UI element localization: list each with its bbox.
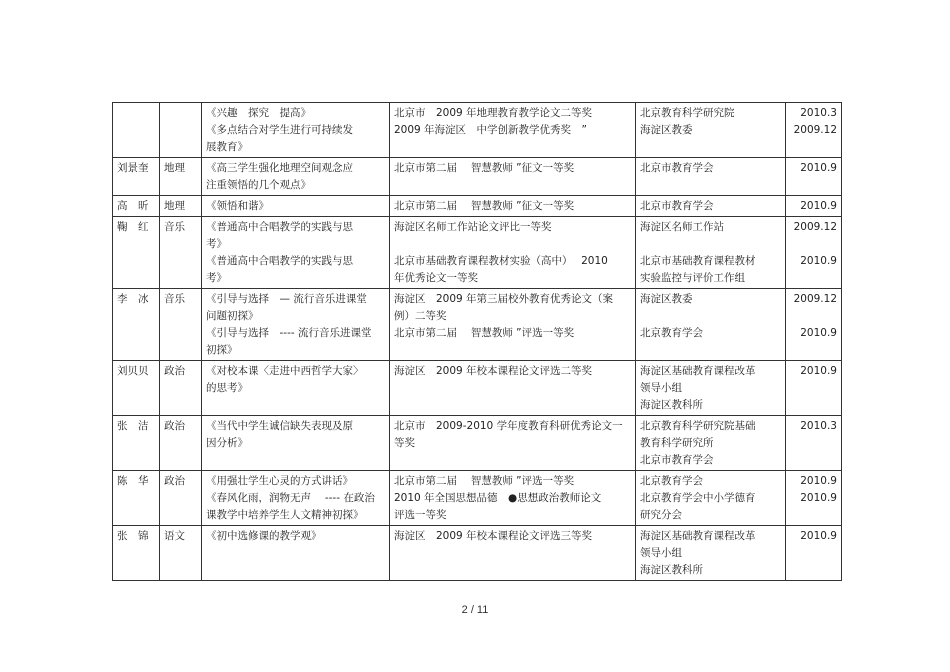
paper-title-line: 注重领悟的几个观点》: [206, 179, 311, 191]
award-date-line: [790, 308, 837, 325]
teacher-name-cell: [113, 361, 160, 416]
award-date-cell: [786, 158, 842, 196]
award-line: 北京市 2009 年地理教育教学论文二等奖: [394, 107, 593, 119]
subject-cell: [160, 196, 202, 217]
teacher-name: 张 锦: [117, 530, 149, 542]
award-date-cell: [786, 103, 842, 158]
page-number: 2 / 11: [461, 604, 489, 616]
teacher-name-cell: [113, 103, 160, 158]
teacher-name-cell: [113, 196, 160, 217]
awarding-organization-cell: [636, 158, 786, 196]
award-cell: [390, 217, 636, 289]
paper-title-line: 《当代中学生诚信缺失表现及原: [206, 420, 353, 432]
subject-cell: [160, 361, 202, 416]
subject-cell: [160, 526, 202, 581]
award-line: [394, 236, 631, 253]
award-date-line: 2010.9: [800, 365, 837, 377]
award-cell: [390, 289, 636, 361]
subject: 语文: [164, 530, 185, 542]
award-cell: [390, 196, 636, 217]
awarding-organization-line: 研究分会: [640, 509, 682, 521]
subject: [164, 105, 197, 122]
awarding-organization-line: 北京教育科学研究院: [640, 107, 735, 119]
awarding-organization-cell: [636, 361, 786, 416]
award-date-cell: [786, 471, 842, 526]
paper-title-line: 《高三学生强化地理空间观念应: [206, 162, 353, 174]
award-line: 2010 年全国思想品德 ●思想政治教师论文: [394, 492, 602, 504]
table-row: [113, 471, 842, 526]
table-row: [113, 289, 842, 361]
paper-title-line: 《引导与选择 ---- 流行音乐进课堂: [206, 327, 372, 339]
awarding-organization-line: 北京市教育学会: [640, 200, 714, 212]
award-date-line: 2010.9: [800, 327, 837, 339]
subject-cell: [160, 217, 202, 289]
teacher-name-cell: [113, 158, 160, 196]
award-date-cell: [786, 289, 842, 361]
award-date-line: 2009.12: [793, 221, 837, 233]
paper-title-line: 《引导与选择 — 流行音乐进课堂: [206, 293, 367, 305]
teacher-name: 陈 华: [117, 475, 149, 487]
award-cell: [390, 103, 636, 158]
awarding-organization-line: 海淀区教委: [640, 293, 693, 305]
table-row: [113, 217, 842, 289]
teacher-name: 张 洁: [117, 420, 149, 432]
table-row: [113, 103, 842, 158]
awarding-organization-line: 海淀区基础教育课程改革: [640, 365, 756, 377]
award-date-line: 2010.9: [800, 255, 837, 267]
award-line: 海淀区名师工作站论文评比一等奖: [394, 221, 552, 233]
paper-title-cell: [202, 416, 390, 471]
paper-title-cell: [202, 196, 390, 217]
paper-title-line: 初探》: [206, 344, 238, 356]
award-date-line: 2010.3: [800, 420, 837, 432]
awarding-organization-cell: [636, 289, 786, 361]
paper-title-line: 《春风化雨，润物无声 ---- 在政治: [206, 492, 375, 504]
paper-title-cell: [202, 526, 390, 581]
award-line: 等奖: [394, 437, 415, 449]
paper-title-line: 展教育》: [206, 141, 248, 153]
award-line: 评选一等奖: [394, 509, 447, 521]
awarding-organization-line: 领导小组: [640, 547, 682, 559]
subject-cell: [160, 103, 202, 158]
subject: 政治: [164, 365, 185, 377]
teacher-name: 高 昕: [117, 200, 149, 212]
award-date-cell: [786, 217, 842, 289]
subject: 政治: [164, 475, 185, 487]
award-cell: [390, 416, 636, 471]
awarding-organization-line: 北京教育学会: [640, 475, 703, 487]
award-date-line: 2010.9: [800, 530, 837, 542]
teacher-name-cell: [113, 471, 160, 526]
awarding-organization-line: 海淀区教科所: [640, 399, 703, 411]
award-cell: [390, 361, 636, 416]
awarding-organization-line: 海淀区教科所: [640, 564, 703, 576]
award-date-cell: [786, 361, 842, 416]
paper-title-cell: [202, 103, 390, 158]
awarding-organization-line: 北京市基础教育课程教材: [640, 255, 756, 267]
subject: 政治: [164, 420, 185, 432]
teacher-name: [117, 105, 155, 122]
awards-table-body: [113, 103, 842, 581]
paper-title-line: 《领悟和谐》: [206, 200, 269, 212]
awarding-organization-cell: [636, 103, 786, 158]
teacher-name: 李 冰: [117, 293, 149, 305]
award-date-line: 2010.9: [800, 475, 837, 487]
paper-title-cell: [202, 158, 390, 196]
awarding-organization-line: 教育科学研究所: [640, 437, 714, 449]
teacher-name: 鞠 红: [117, 221, 149, 233]
award-cell: [390, 158, 636, 196]
award-line: 北京市第二届 智慧教师 ”征文一等奖: [394, 200, 575, 212]
award-line: 北京市第二届 智慧教师 ”征文一等奖: [394, 162, 575, 174]
awarding-organization-cell: [636, 526, 786, 581]
paper-title-cell: [202, 361, 390, 416]
award-date-line: 2010.9: [800, 162, 837, 174]
award-line: 例）二等奖: [394, 310, 447, 322]
awarding-organization-cell: [636, 471, 786, 526]
awarding-organization-cell: [636, 416, 786, 471]
awarding-organization-line: 海淀区教委: [640, 124, 693, 136]
awards-table: [112, 102, 842, 581]
awarding-organization-line: 实验监控与评价工作组: [640, 272, 745, 284]
award-line: 北京市基础教育课程教材实验（高中） 2010: [394, 255, 608, 267]
paper-title-line: 因分析》: [206, 437, 248, 449]
table-row: [113, 158, 842, 196]
paper-title-line: 考》: [206, 272, 227, 284]
subject: 音乐: [164, 221, 185, 233]
paper-title-line: 《用强壮学生心灵的方式讲话》: [206, 475, 353, 487]
award-date-cell: [786, 416, 842, 471]
awarding-organization-line: 北京教育科学研究院基础: [640, 420, 756, 432]
award-date-cell: [786, 526, 842, 581]
paper-title-line: 《兴趣 探究 提高》: [206, 107, 311, 119]
awarding-organization-cell: [636, 217, 786, 289]
subject-cell: [160, 158, 202, 196]
paper-title-cell: [202, 289, 390, 361]
paper-title-cell: [202, 217, 390, 289]
awarding-organization-line: [640, 308, 781, 325]
paper-title-line: 《多点结合对学生进行可持续发: [206, 124, 353, 136]
awarding-organization-line: 领导小组: [640, 382, 682, 394]
award-line: 北京市第二届 智慧教师 ”评选一等奖: [394, 475, 575, 487]
award-date-line: 2010.9: [800, 200, 837, 212]
subject: 音乐: [164, 293, 185, 305]
table-row: [113, 526, 842, 581]
teacher-name-cell: [113, 289, 160, 361]
subject-cell: [160, 289, 202, 361]
award-date-line: 2010.9: [800, 492, 837, 504]
teacher-name-cell: [113, 526, 160, 581]
teacher-name-cell: [113, 217, 160, 289]
award-line: 海淀区 2009 年校本课程论文评选三等奖: [394, 530, 593, 542]
award-date-cell: [786, 196, 842, 217]
paper-title-line: 的思考》: [206, 382, 248, 394]
paper-title-line: 《对校本课〈走进中西哲学大家〉: [206, 365, 364, 377]
paper-title-line: 考》: [206, 238, 227, 250]
table-row: [113, 196, 842, 217]
award-date-line: 2010.3: [800, 107, 837, 119]
award-line: 2009 年海淀区 中学创新教学优秀奖 ”: [394, 124, 587, 136]
award-cell: [390, 471, 636, 526]
subject-cell: [160, 416, 202, 471]
award-line: 海淀区 2009 年第三届校外教育优秀论文（案: [394, 293, 614, 305]
teacher-name: 刘贝贝: [117, 365, 149, 377]
award-date-line: 2009.12: [793, 124, 837, 136]
table-row: [113, 361, 842, 416]
paper-title-line: 问题初探》: [206, 310, 259, 322]
awarding-organization-cell: [636, 196, 786, 217]
teacher-name: 刘景奎: [117, 162, 149, 174]
subject: 地理: [164, 162, 185, 174]
award-date-line: 2009.12: [793, 293, 837, 305]
paper-title-line: 《初中选修课的教学观》: [206, 530, 322, 542]
subject: 地理: [164, 200, 185, 212]
awarding-organization-line: 北京市教育学会: [640, 454, 714, 466]
paper-title-line: 课教学中培养学生人文精神初探》: [206, 509, 364, 521]
awarding-organization-line: 北京教育学会中小学德育: [640, 492, 756, 504]
paper-title-cell: [202, 471, 390, 526]
table-row: [113, 416, 842, 471]
subject-cell: [160, 471, 202, 526]
awarding-organization-line: [640, 236, 781, 253]
paper-title-line: 《普通高中合唱教学的实践与思: [206, 255, 353, 267]
award-line: 北京市 2009-2010 学年度教育科研优秀论文一: [394, 420, 623, 432]
award-cell: [390, 526, 636, 581]
award-line: 北京市第二届 智慧教师 ”评选一等奖: [394, 327, 575, 339]
awarding-organization-line: 海淀区基础教育课程改革: [640, 530, 756, 542]
awarding-organization-line: 海淀区名师工作站: [640, 221, 724, 233]
award-date-line: [790, 236, 837, 253]
award-line: 海淀区 2009 年校本课程论文评选二等奖: [394, 365, 593, 377]
awarding-organization-line: 北京教育学会: [640, 327, 703, 339]
teacher-name-cell: [113, 416, 160, 471]
awarding-organization-line: 北京市教育学会: [640, 162, 714, 174]
award-line: 年优秀论文一等奖: [394, 272, 478, 284]
paper-title-line: 《普通高中合唱教学的实践与思: [206, 221, 353, 233]
